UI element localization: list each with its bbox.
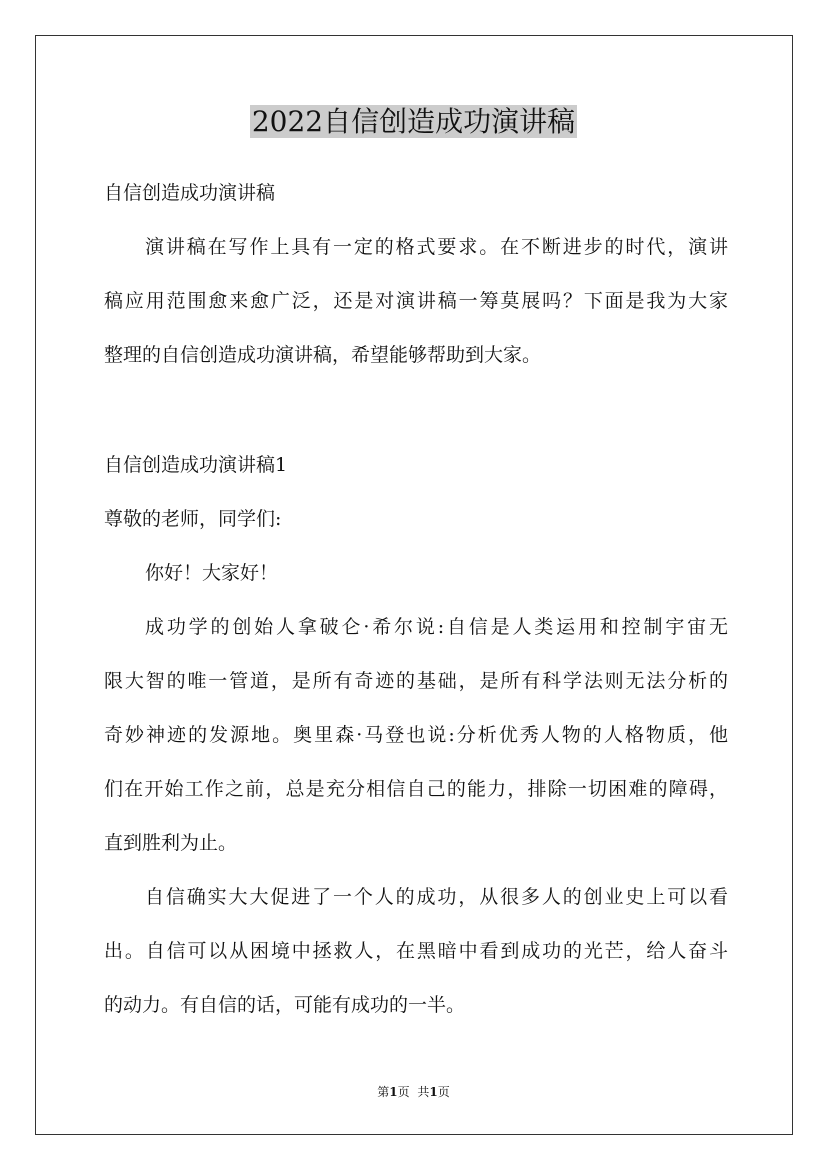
greeting: 你好！大家好！ xyxy=(145,562,279,584)
section-heading: 自信创造成功演讲稿1 xyxy=(104,454,288,476)
footer-total-number: 1 xyxy=(429,1085,438,1099)
document-title-text: 2022自信创造成功演讲稿 xyxy=(251,105,576,138)
subtitle: 自信创造成功演讲稿 xyxy=(104,182,276,204)
paragraph1-line-3: 奇妙神迹的发源地。奥里森·马登也说:分析优秀人物的人格物质，他 xyxy=(104,724,728,746)
intro-line-2: 稿应用范围愈来愈广泛，还是对演讲稿一筹莫展吗？下面是我为大家 xyxy=(104,290,728,312)
intro-line-3: 整理的自信创造成功演讲稿，希望能够帮助到大家。 xyxy=(104,344,542,366)
paragraph1-line-1: 成功学的创始人拿破仑·希尔说:自信是人类运用和控制宇宙无 xyxy=(145,616,728,638)
paragraph2-line-1: 自信确实大大促进了一个人的成功，从很多人的创业史上可以看 xyxy=(145,886,728,908)
footer-page-prefix: 第 xyxy=(377,1085,390,1099)
paragraph1-line-5: 直到胜利为止。 xyxy=(104,832,238,854)
footer-total-prefix: 共 xyxy=(417,1085,430,1099)
salutation: 尊敬的老师，同学们: xyxy=(104,508,282,530)
intro-line-1: 演讲稿在写作上具有一定的格式要求。在不断进步的时代，演讲 xyxy=(145,236,728,258)
footer-page-suffix: 页 xyxy=(397,1085,410,1099)
paragraph2-line-3: 的动力。有自信的话，可能有成功的一半。 xyxy=(104,994,466,1016)
document-title xyxy=(0,102,827,142)
paragraph2-line-2: 出。自信可以从困境中拯救人，在黑暗中看到成功的光芒，给人奋斗 xyxy=(104,940,728,962)
paragraph1-line-4: 们在开始工作之前，总是充分相信自己的能力，排除一切困难的障碍， xyxy=(104,778,728,800)
page-footer xyxy=(0,1083,827,1101)
paragraph1-line-2: 限大智的唯一管道，是所有奇迹的基础，是所有科学法则无法分析的 xyxy=(104,670,728,692)
footer-total-suffix: 页 xyxy=(437,1085,450,1099)
footer-page-number: 1 xyxy=(389,1085,398,1099)
